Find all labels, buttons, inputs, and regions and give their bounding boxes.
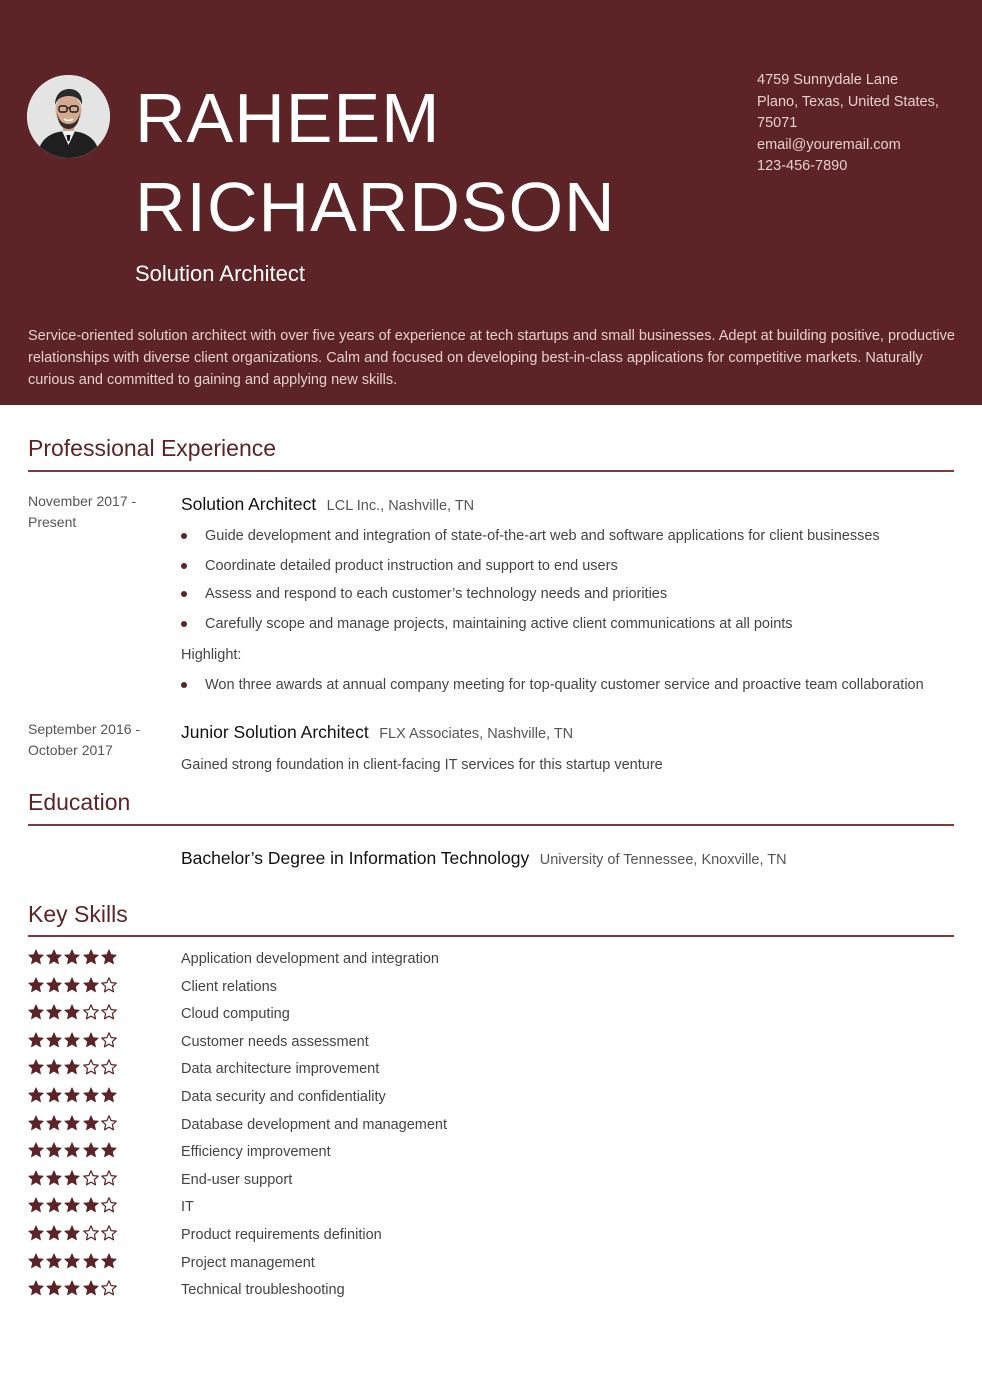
skill-rating xyxy=(28,949,119,967)
job-date-start: November 2017 - xyxy=(28,493,137,509)
star-filled-icon xyxy=(101,1087,117,1103)
bullet-icon xyxy=(181,533,187,539)
star-filled-icon xyxy=(64,1253,80,1269)
star-filled-icon xyxy=(28,1280,44,1296)
star-outline-icon xyxy=(101,977,117,993)
skill-rating xyxy=(28,1087,119,1105)
star-outline-icon xyxy=(83,1170,99,1186)
star-filled-icon xyxy=(28,1059,44,1075)
job-header xyxy=(181,494,474,515)
skill-rating xyxy=(28,1170,119,1188)
star-outline-icon xyxy=(83,1059,99,1075)
school-name: University of Tennessee, Knoxville, TN xyxy=(539,852,787,868)
list-item xyxy=(181,556,618,576)
star-filled-icon xyxy=(46,977,62,993)
job-dates xyxy=(28,719,168,761)
skill-row xyxy=(28,1197,628,1219)
star-filled-icon xyxy=(46,1032,62,1048)
job-date-start: September 2016 - xyxy=(28,721,141,737)
skill-row xyxy=(28,1059,628,1081)
star-filled-icon xyxy=(46,1280,62,1296)
skill-label: Application development and integration xyxy=(181,951,439,967)
job-title: Junior Solution Architect xyxy=(181,722,369,742)
list-item xyxy=(181,584,667,604)
star-filled-icon xyxy=(64,1142,80,1158)
skill-row xyxy=(28,1253,628,1275)
star-filled-icon xyxy=(64,1032,80,1048)
skill-label: Project management xyxy=(181,1254,315,1271)
bullet-icon xyxy=(181,563,187,569)
bullet-text: Guide development and integration of state-of-the-art web and software applications for client businesses xyxy=(205,528,880,544)
star-filled-icon xyxy=(83,949,99,965)
star-filled-icon xyxy=(101,1253,117,1269)
skill-rating xyxy=(28,1225,119,1243)
job-organization: FLX Associates, Nashville, TN xyxy=(379,726,574,742)
star-outline-icon xyxy=(83,1004,99,1020)
star-filled-icon xyxy=(46,1142,62,1158)
bullet-text: Won three awards at annual company meeting for top-quality customer service and proactive team collaboration xyxy=(205,677,924,693)
person-portrait-icon xyxy=(27,75,110,158)
star-filled-icon xyxy=(101,1142,117,1158)
star-filled-icon xyxy=(83,1280,99,1296)
star-filled-icon xyxy=(64,1170,80,1186)
star-filled-icon xyxy=(64,1004,80,1020)
star-filled-icon xyxy=(28,949,44,965)
star-filled-icon xyxy=(28,1115,44,1131)
candidate-first-name: RAHEEM xyxy=(135,79,441,157)
star-filled-icon xyxy=(83,1087,99,1103)
skill-rating xyxy=(28,1115,119,1133)
skill-rating xyxy=(28,1253,119,1271)
star-filled-icon xyxy=(28,1225,44,1241)
phone-number[interactable]: 123-456-7890 xyxy=(757,158,848,174)
skill-label: Efficiency improvement xyxy=(181,1144,331,1161)
skill-row xyxy=(28,1170,628,1192)
skill-label: End-user support xyxy=(181,1171,293,1188)
skill-row xyxy=(28,1142,628,1164)
job-description: Gained strong foundation in client-facing IT services for this startup venture xyxy=(181,757,663,773)
star-filled-icon xyxy=(64,1225,80,1241)
star-filled-icon xyxy=(46,1004,62,1020)
skill-row xyxy=(28,1280,628,1302)
skill-label: Data architecture improvement xyxy=(181,1061,380,1078)
star-outline-icon xyxy=(101,1032,117,1048)
profile-summary: Service-oriented solution architect with over five years of experience at tech startups and small businesses. Adept at building positive, productive relationships with diverse client organizations. Calm and focused on developing best-in-class applications for competitive markets. Naturally curious and committed to gaining and applying new skills. xyxy=(28,328,955,388)
star-filled-icon xyxy=(28,1087,44,1103)
star-filled-icon xyxy=(46,949,62,965)
skill-rating xyxy=(28,1032,119,1050)
profile-photo xyxy=(27,75,110,158)
skill-rating xyxy=(28,1004,119,1022)
star-filled-icon xyxy=(101,949,117,965)
job-organization: LCL Inc., Nashville, TN xyxy=(326,498,475,514)
star-filled-icon xyxy=(28,1253,44,1269)
bullet-text: Assess and respond to each customer’s technology needs and priorities xyxy=(205,586,668,602)
skills-heading: Key Skills xyxy=(28,901,128,927)
star-filled-icon xyxy=(28,1142,44,1158)
list-item xyxy=(181,614,793,634)
bullet-icon xyxy=(181,621,187,627)
skill-row xyxy=(28,1032,628,1054)
bullet-icon xyxy=(181,591,187,597)
star-filled-icon xyxy=(64,1197,80,1213)
skill-label: Customer needs assessment xyxy=(181,1033,369,1050)
star-filled-icon xyxy=(83,977,99,993)
star-outline-icon xyxy=(83,1225,99,1241)
section-divider xyxy=(28,824,954,826)
star-filled-icon xyxy=(46,1059,62,1075)
skill-label: Database development and management xyxy=(181,1116,448,1133)
star-filled-icon xyxy=(83,1253,99,1269)
star-filled-icon xyxy=(28,1032,44,1048)
star-outline-icon xyxy=(101,1280,117,1296)
star-filled-icon xyxy=(46,1170,62,1186)
skill-rating xyxy=(28,1142,119,1160)
star-filled-icon xyxy=(46,1197,62,1213)
skill-label: Product requirements definition xyxy=(181,1227,382,1243)
degree-title: Bachelor’s Degree in Information Technology xyxy=(181,848,530,868)
job-title: Solution Architect xyxy=(181,494,317,514)
star-filled-icon xyxy=(46,1225,62,1241)
star-filled-icon xyxy=(83,1032,99,1048)
experience-heading: Professional Experience xyxy=(28,435,277,461)
bullet-text: Carefully scope and manage projects, maintaining active client communications at all points xyxy=(205,616,793,632)
highlight-label: Highlight: xyxy=(181,647,242,663)
star-outline-icon xyxy=(101,1115,117,1131)
list-item xyxy=(181,675,924,695)
star-filled-icon xyxy=(28,1170,44,1186)
job-date-end: October 2017 xyxy=(28,742,113,758)
education-entry xyxy=(181,848,787,869)
address-line-3: 75071 xyxy=(757,115,798,131)
job-date-end: Present xyxy=(28,514,77,530)
star-filled-icon xyxy=(28,1197,44,1213)
address-line-1: 4759 Sunnydale Lane xyxy=(757,72,899,88)
skill-row xyxy=(28,1115,628,1137)
star-filled-icon xyxy=(64,1115,80,1131)
star-filled-icon xyxy=(28,977,44,993)
star-filled-icon xyxy=(46,1087,62,1103)
skill-label: Data security and confidentiality xyxy=(181,1089,386,1105)
job-dates xyxy=(28,491,168,533)
star-outline-icon xyxy=(101,1197,117,1213)
section-divider xyxy=(28,935,954,937)
star-filled-icon xyxy=(64,949,80,965)
candidate-job-title: Solution Architect xyxy=(135,261,305,286)
skill-row xyxy=(28,1225,628,1247)
candidate-last-name: RICHARDSON xyxy=(135,168,616,246)
skill-label: Cloud computing xyxy=(181,1006,290,1023)
skill-label: Technical troubleshooting xyxy=(181,1282,345,1299)
resume-header xyxy=(0,0,982,405)
skill-rating xyxy=(28,1059,119,1077)
star-filled-icon xyxy=(83,1142,99,1158)
list-item xyxy=(181,526,880,546)
education-heading: Education xyxy=(28,789,131,815)
skill-row xyxy=(28,1087,628,1109)
star-outline-icon xyxy=(101,1225,117,1241)
star-filled-icon xyxy=(46,1253,62,1269)
bullet-text: Coordinate detailed product instruction and support to end users xyxy=(205,558,618,574)
skill-rating xyxy=(28,1197,119,1215)
bullet-icon xyxy=(181,682,187,688)
star-filled-icon xyxy=(64,1087,80,1103)
skill-rating xyxy=(28,1280,119,1298)
skill-label: Client relations xyxy=(181,978,277,995)
skill-rating xyxy=(28,977,119,995)
star-filled-icon xyxy=(83,1115,99,1131)
email-link[interactable]: email@youremail.com xyxy=(757,136,901,153)
skill-row xyxy=(28,977,628,999)
section-divider xyxy=(28,470,954,472)
skill-row xyxy=(28,1004,628,1026)
star-filled-icon xyxy=(64,1280,80,1296)
skill-label: IT xyxy=(181,1199,194,1216)
contact-info xyxy=(757,70,967,178)
star-filled-icon xyxy=(83,1197,99,1213)
star-filled-icon xyxy=(46,1115,62,1131)
star-filled-icon xyxy=(28,1004,44,1020)
star-outline-icon xyxy=(101,1059,117,1075)
star-filled-icon xyxy=(64,1059,80,1075)
address-line-2: Plano, Texas, United States, xyxy=(757,93,939,110)
star-outline-icon xyxy=(101,1170,117,1186)
star-filled-icon xyxy=(64,977,80,993)
star-outline-icon xyxy=(101,1004,117,1020)
job-header xyxy=(181,722,573,743)
skill-row xyxy=(28,949,628,971)
